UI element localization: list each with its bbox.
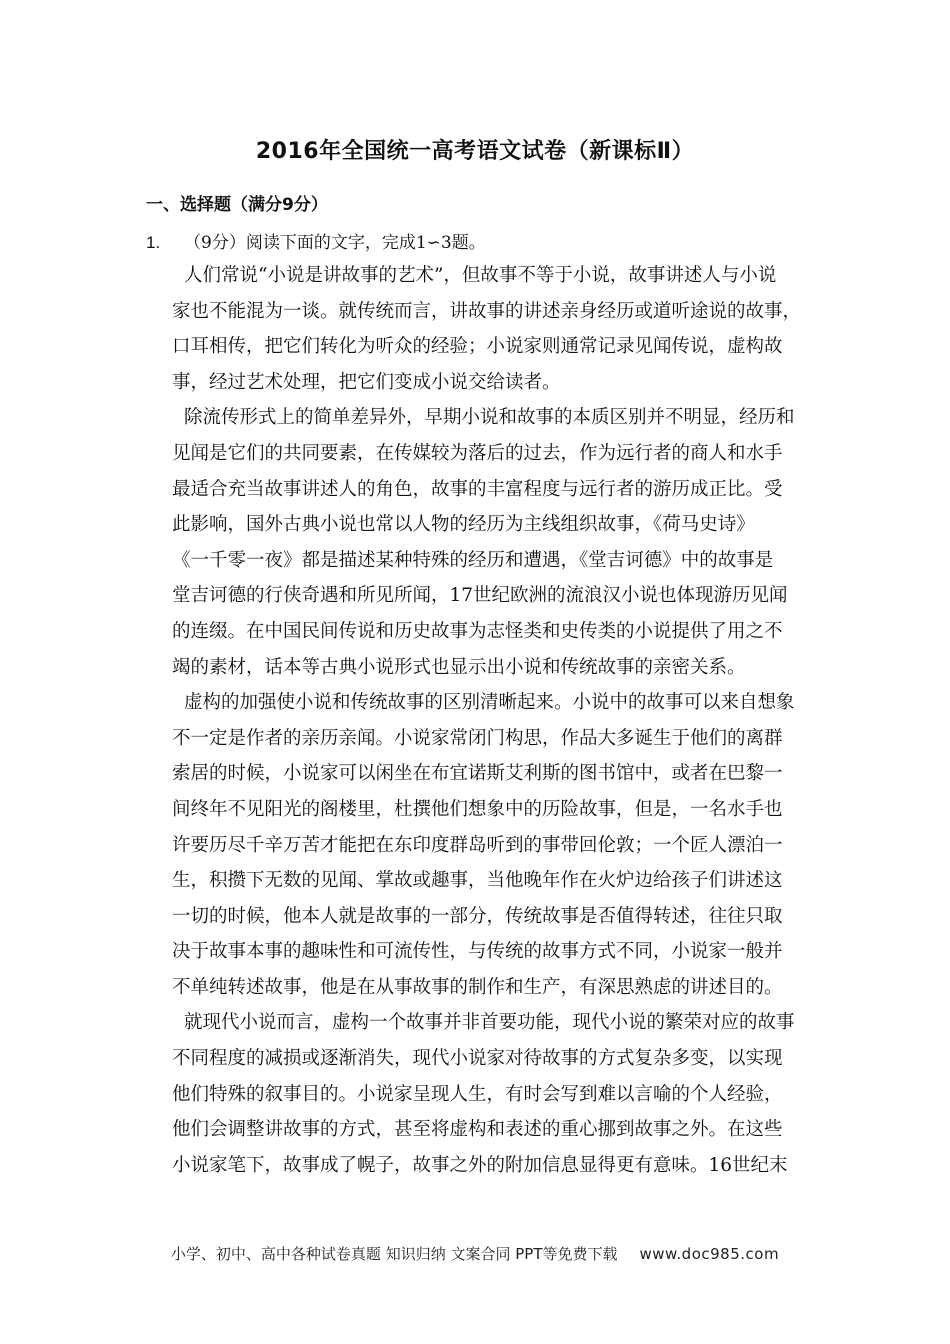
passage-line: 《一千零一夜》都是描述某种特殊的经历和遭遇，《堂吉诃德》中的故事是 <box>172 549 774 571</box>
passage-line: 此影响，国外古典小说也常以人物的经历为主线组织故事，《荷马史诗》 <box>172 514 755 536</box>
section-heading: 一、选择题（满分9分） <box>146 195 328 215</box>
exam-title: 2016年全国统一高考语文试卷（新课标Ⅱ） <box>255 139 695 164</box>
page-footer <box>0 1243 950 1264</box>
question-number: 1. <box>146 233 161 252</box>
passage-line: 堂吉诃德的行侠奇遇和所见所闻，17世纪欧洲的流浪汉小说也体现游历见闻 <box>172 585 788 607</box>
passage-line: 事，经过艺术处理，把它们变成小说交给读者。 <box>172 371 561 393</box>
passage-line: 的连缀。在中国民间传说和历史故事为志怪类和史传类的小说提供了用之不 <box>172 620 783 642</box>
passage-line: 口耳相传，把它们转化为听众的经验；小说家则通常记录见闻传说，虚构故 <box>172 336 783 358</box>
passage-line: 不一定是作者的亲历亲闻。小说家常闭门构思，作品大多诞生于他们的离群 <box>172 727 783 749</box>
passage-line: 决于故事本事的趣味性和可流传性，与传统的故事方式不同，小说家一般并 <box>172 941 783 963</box>
question-header <box>146 228 486 253</box>
passage-line: 最适合充当故事讲述人的角色，故事的丰富程度与远行者的游历成正比。受 <box>172 478 783 500</box>
passage-line: 就现代小说而言，虚构一个故事并非首要功能，现代小说的繁荣对应的故事 <box>184 1012 795 1034</box>
passage-line: 见闻是它们的共同要素，在传媒较为落后的过去，作为远行者的商人和水手 <box>172 442 783 464</box>
passage-line: 小说家笔下，故事成了幌子，故事之外的附加信息显得更有意味。16世纪末 <box>172 1154 788 1176</box>
passage-line: 竭的素材，话本等古典小说形式也显示出小说和传统故事的亲密关系。 <box>172 656 746 678</box>
reading-passage <box>172 258 822 1183</box>
passage-line: 他们会调整讲故事的方式，甚至将虚构和表述的重心挪到故事之外。在这些 <box>172 1119 783 1141</box>
footer-text: 小学、初中、高中各种试卷真题 知识归纳 文案合同 PPT等免费下载 <box>170 1245 618 1263</box>
passage-line: 不同程度的减损或逐渐消失，现代小说家对待故事的方式复杂多变，以实现 <box>172 1048 783 1070</box>
passage-line: 许要历尽千辛万苦才能把在东印度群岛听到的事带回伦敦；一个匠人漂泊一 <box>172 834 783 856</box>
passage-line: 一切的时候，他本人就是故事的一部分，传统故事是否值得转述，往往只取 <box>172 905 783 927</box>
footer-website-link[interactable]: www.doc985.com <box>639 1245 780 1263</box>
passage-line: 除流传形式上的简单差异外，早期小说和故事的本质区别并不明显，经历和 <box>184 407 795 429</box>
passage-line: 人们常说“小说是讲故事的艺术”，但故事不等于小说，故事讲述人与小说 <box>184 265 777 286</box>
passage-line: 索居的时候，小说家可以闲坐在布宜诺斯艾利斯的图书馆中，或者在巴黎一 <box>172 763 783 785</box>
passage-line: 家也不能混为一谈。就传统而言，讲故事的讲述亲身经历或道听途说的故事， <box>172 300 802 322</box>
passage-line: 他们特殊的叙事目的。小说家呈现人生，有时会写到难以言喻的个人经验， <box>172 1083 783 1105</box>
passage-line: 间终年不见阳光的阁楼里，杜撰他们想象中的历险故事，但是，一名水手也 <box>172 798 783 820</box>
passage-line: 虚构的加强使小说和传统故事的区别清晰起来。小说中的故事可以来自想象 <box>184 692 795 714</box>
passage-line: 不单纯转述故事，他是在从事故事的制作和生产，有深思熟虑的讲述目的。 <box>172 976 783 998</box>
passage-line: 生，积攒下无数的见闻、掌故或趣事，当他晚年作在火炉边给孩子们讲述这 <box>172 870 783 892</box>
question-prompt: （9分）阅读下面的文字，完成1∽3题。 <box>184 233 486 253</box>
